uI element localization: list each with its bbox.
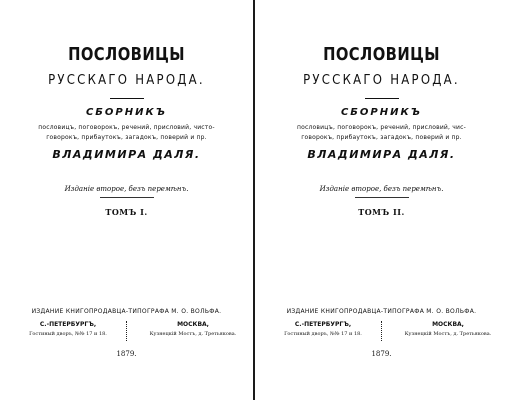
volume-label: ТОМЪ II. <box>358 207 405 217</box>
city-right: МОСКВА, <box>432 321 464 328</box>
city-left: С.-ПЕТЕРБУРГЪ, <box>294 321 352 328</box>
address-left: Гостиный дворъ, №№ 17 и 18. <box>29 331 107 337</box>
description-line-2: говорокъ, прибаутокъ, загадокъ, поверий и пр. <box>46 134 207 141</box>
divider-rule <box>100 197 154 198</box>
edition-note: Изданіе второе, безъ перемѣнъ. <box>319 185 444 193</box>
divider-rule <box>110 98 144 99</box>
city-left: С.-ПЕТЕРБУРГЪ, <box>39 321 97 328</box>
address-right: Кузнецкій Мостъ, д. Третьякова. <box>404 331 492 337</box>
address-right: Кузнецкій Мостъ, д. Третьякова. <box>149 331 237 337</box>
description-line-2: говорокъ, прибаутокъ, загадокъ, поверий и пр. <box>301 134 462 141</box>
divider-rule <box>355 197 409 198</box>
title-page-volume-2 <box>255 0 508 400</box>
imprint-cities <box>0 321 253 345</box>
imprint-separator <box>126 321 128 341</box>
page-title: ПОСЛОВИЦЫ <box>68 44 185 65</box>
description-line-1: пословицъ, поговорокъ, речений, присловий, чис- <box>297 124 466 131</box>
collection-heading: СБОРНИКЪ <box>340 107 423 118</box>
publisher-line: ИЗДАНИЕ КНИГОПРОДАВЦА-ТИПОГРАФА М. О. ВОЛЬФА. <box>286 308 477 315</box>
publication-year: 1879. <box>371 350 392 358</box>
volume-label: ТОМЪ I. <box>105 207 148 217</box>
title-page-volume-1 <box>0 0 253 400</box>
divider-rule <box>365 98 399 99</box>
page-title: ПОСЛОВИЦЫ <box>323 44 440 65</box>
author-name: ВЛАДИМИРА ДАЛЯ. <box>307 148 456 161</box>
page-subtitle: РУССКАГО НАРОДА. <box>303 73 460 88</box>
author-name: ВЛАДИМИРА ДАЛЯ. <box>52 148 201 161</box>
city-right: МОСКВА, <box>177 321 209 328</box>
publication-year: 1879. <box>116 350 137 358</box>
imprint-cities <box>255 321 508 345</box>
publisher-line: ИЗДАНИЕ КНИГОПРОДАВЦА-ТИПОГРАФА М. О. ВОЛЬФА. <box>31 308 222 315</box>
collection-heading: СБОРНИКЪ <box>85 107 168 118</box>
page-subtitle: РУССКАГО НАРОДА. <box>48 73 205 88</box>
address-left: Гостиный дворъ, №№ 17 и 18. <box>284 331 362 337</box>
edition-note: Изданіе второе, безъ перемѣнъ. <box>64 185 189 193</box>
description-line-1: пословицъ, поговорокъ, речений, присловий, чисто- <box>38 124 215 131</box>
imprint-separator <box>381 321 383 341</box>
